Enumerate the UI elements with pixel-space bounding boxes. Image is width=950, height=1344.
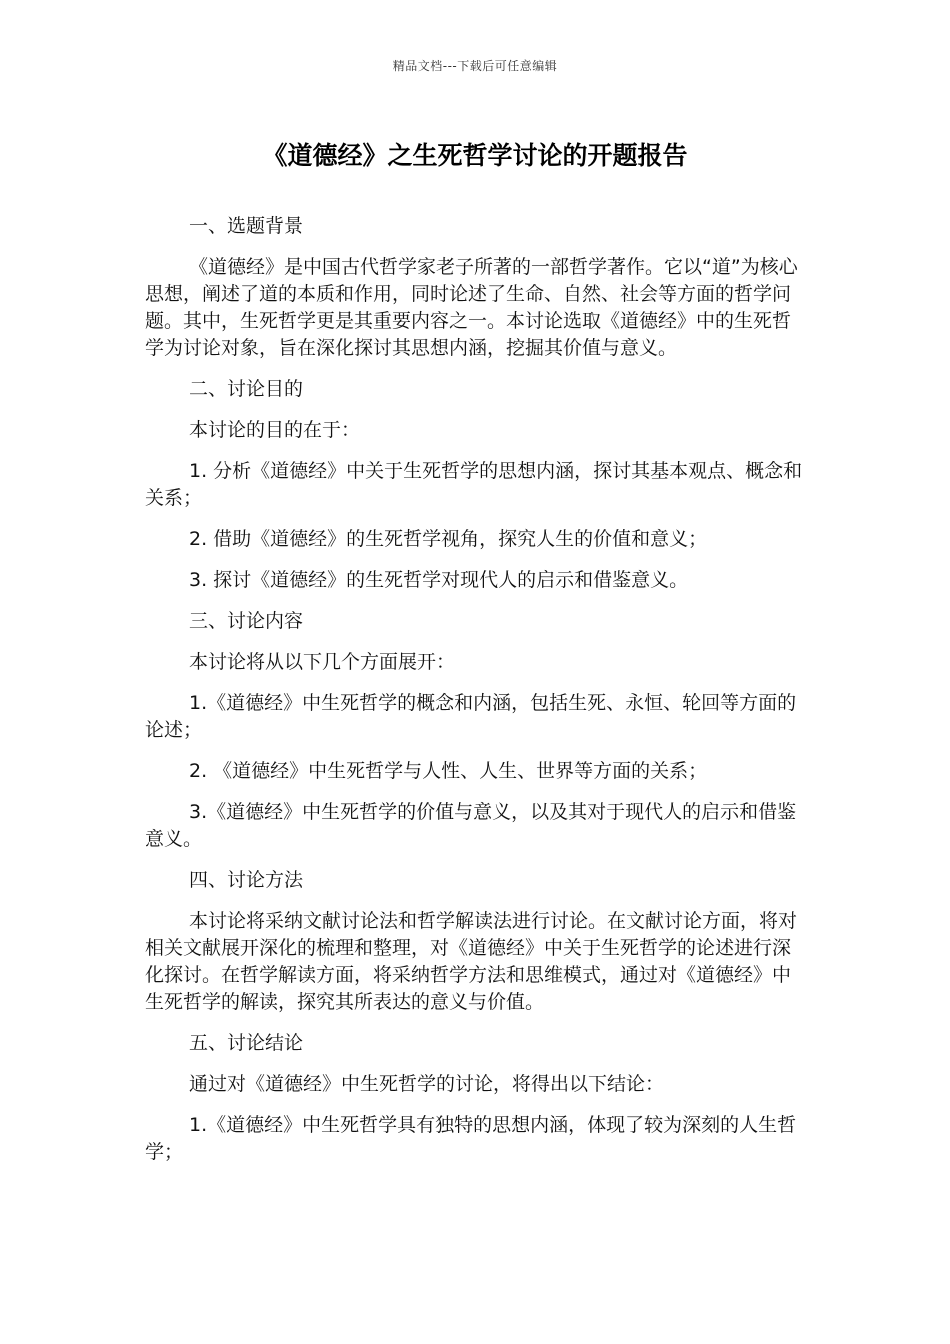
list-item-purpose-1: 1. 分析《道德经》中关于生死哲学的思想内涵，探讨其基本观点、概念和关系； xyxy=(145,460,803,509)
paragraph-purpose-intro: 本讨论的目的在于： xyxy=(189,419,361,441)
list-item-content-3: 3.《道德经》中生死哲学的价值与意义，以及其对于现代人的启示和借鉴意义。 xyxy=(145,801,797,850)
paragraph-content-intro: 本讨论将从以下几个方面展开： xyxy=(189,651,456,673)
section-heading-method: 四、讨论方法 xyxy=(189,869,304,891)
list-item-conclusion-1: 1.《道德经》中生死哲学具有独特的思想内涵，体现了较为深刻的人生哲学； xyxy=(145,1114,797,1163)
paragraph-background: 《道德经》是中国古代哲学家老子所著的一部哲学著作。它以“道”为核心思想，阐述了道的本质和作用，同时论述了生命、自然、社会等方面的哲学问题。其中，生死哲学更是其重要内容之一。本讨论选取《道德经》中的生死哲学为讨论对象，旨在深化探讨其思想内涵，挖掘其价值与意义。 xyxy=(145,256,798,359)
list-item-content-1: 1.《道德经》中生死哲学的概念和内涵，包括生死、永恒、轮回等方面的论述； xyxy=(145,692,797,741)
paragraph-conclusion-intro: 通过对《道德经》中生死哲学的讨论，将得出以下结论： xyxy=(189,1073,665,1095)
section-heading-conclusion: 五、讨论结论 xyxy=(189,1032,304,1054)
page-header: 精品文档---下载后可任意编辑 xyxy=(392,59,558,73)
section-heading-content: 三、讨论内容 xyxy=(189,610,304,632)
section-heading-purpose: 二、讨论目的 xyxy=(189,378,304,400)
document-title: 《道德经》之生死哲学讨论的开题报告 xyxy=(262,141,688,170)
list-item-purpose-2: 2. 借助《道德经》的生死哲学视角，探究人生的价值和意义； xyxy=(189,528,708,550)
list-item-content-2: 2. 《道德经》中生死哲学与人性、人生、世界等方面的关系； xyxy=(189,760,708,782)
document-body xyxy=(145,213,805,1180)
paragraph-method: 本讨论将采纳文献讨论法和哲学解读法进行讨论。在文献讨论方面，将对相关文献展开深化的梳理和整理，对《道德经》中关于生死哲学的论述进行深化探讨。在哲学解读方面，将采纳哲学方法和思维模式，通过对《道德经》中生死哲学的解读，探究其所表达的意义与价值。 xyxy=(145,910,798,1013)
section-heading-background: 一、选题背景 xyxy=(189,215,304,237)
list-item-purpose-3: 3. 探讨《道德经》的生死哲学对现代人的启示和借鉴意义。 xyxy=(189,569,689,591)
